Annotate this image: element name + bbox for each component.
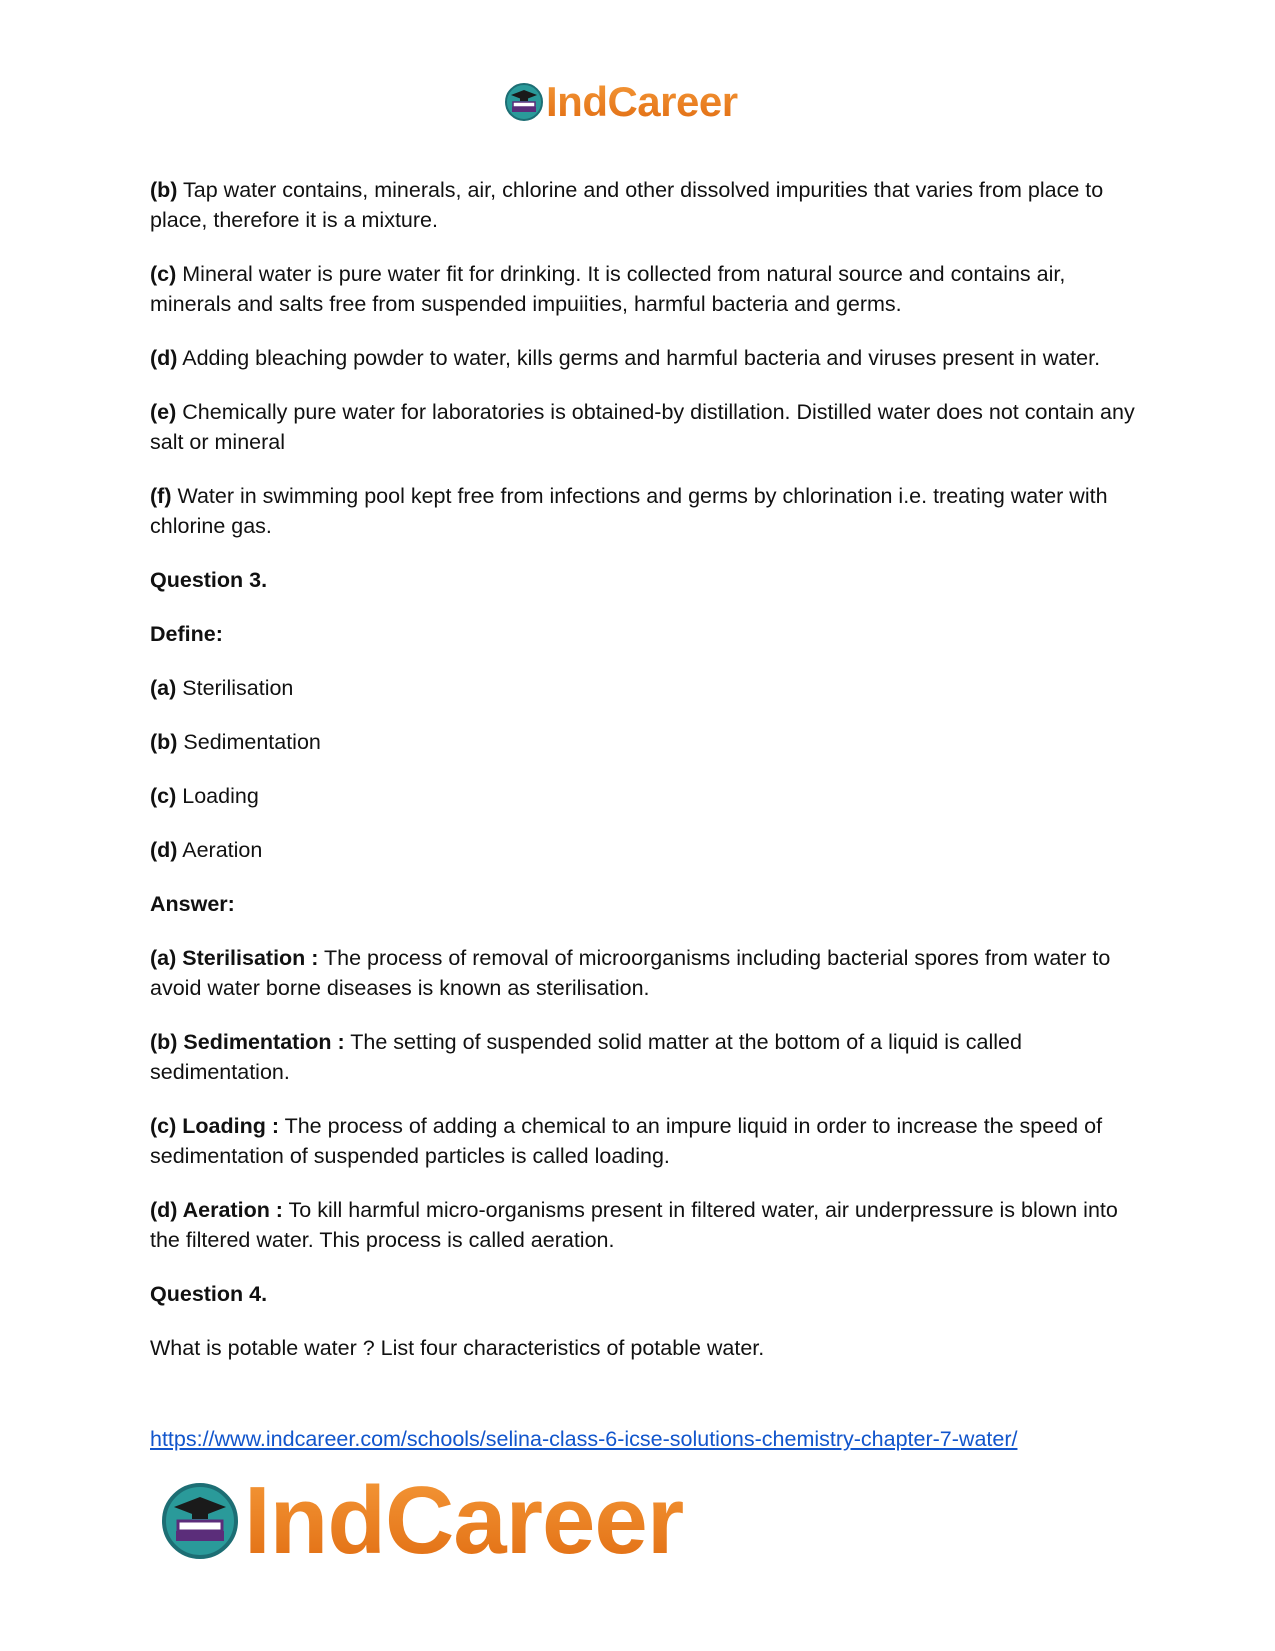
define-item-a: (a) Sterilisation [150,676,294,700]
graduation-book-globe-icon [504,82,544,122]
footer-logo-text: IndCareer [244,1467,684,1574]
definition-aeration: (d) Aeration : To kill harmful micro-organisms present in filtered water, air underpressure is blown into the filtered water. This process is called aeration. [150,1198,1118,1252]
graduation-book-globe-icon [160,1481,240,1561]
define-item-d: (d) Aeration [150,838,263,862]
header-logo [504,78,738,126]
answer-b: (b) Tap water contains, minerals, air, chlorine and other dissolved impurities that varies from place to place, therefore it is a mixture. [150,178,1104,232]
page-content [150,175,1140,1387]
header-logo-text: IndCareer [546,78,738,125]
definition-sedimentation: (b) Sedimentation : The setting of suspended solid matter at the bottom of a liquid is called sedimentation. [150,1030,1022,1084]
definition-sterilisation: (a) Sterilisation : The process of removal of microorganisms including bacterial spores from water to avoid water borne diseases is known as sterilisation. [150,946,1111,1000]
source-link[interactable]: https://www.indcareer.com/schools/selina-class-6-icse-solutions-chemistry-chapter-7-water/ [150,1427,1018,1451]
question-3-prompt: Define: [150,622,223,646]
answer-f: (f) Water in swimming pool kept free from infections and germs by chlorination i.e. treating water with chlorine gas. [150,484,1108,538]
question-4-text: What is potable water ? List four characteristics of potable water. [150,1336,765,1360]
answer-d: (d) Adding bleaching powder to water, kills germs and harmful bacteria and viruses present in water. [150,346,1101,370]
question-3-heading: Question 3. [150,568,268,592]
answer-heading: Answer: [150,892,235,916]
answer-c: (c) Mineral water is pure water fit for drinking. It is collected from natural source and contains air, minerals and salts free from suspended impuiities, harmful bacteria and germs. [150,262,1066,316]
define-item-b: (b) Sedimentation [150,730,321,754]
footer-logo [160,1466,683,1576]
question-4-heading: Question 4. [150,1282,268,1306]
define-item-c: (c) Loading [150,784,259,808]
definition-loading: (c) Loading : The process of adding a chemical to an impure liquid in order to increase the speed of sedimentation of suspended particles is called loading. [150,1114,1103,1168]
answer-e: (e) Chemically pure water for laboratories is obtained-by distillation. Distilled water does not contain any salt or mineral [150,400,1135,454]
